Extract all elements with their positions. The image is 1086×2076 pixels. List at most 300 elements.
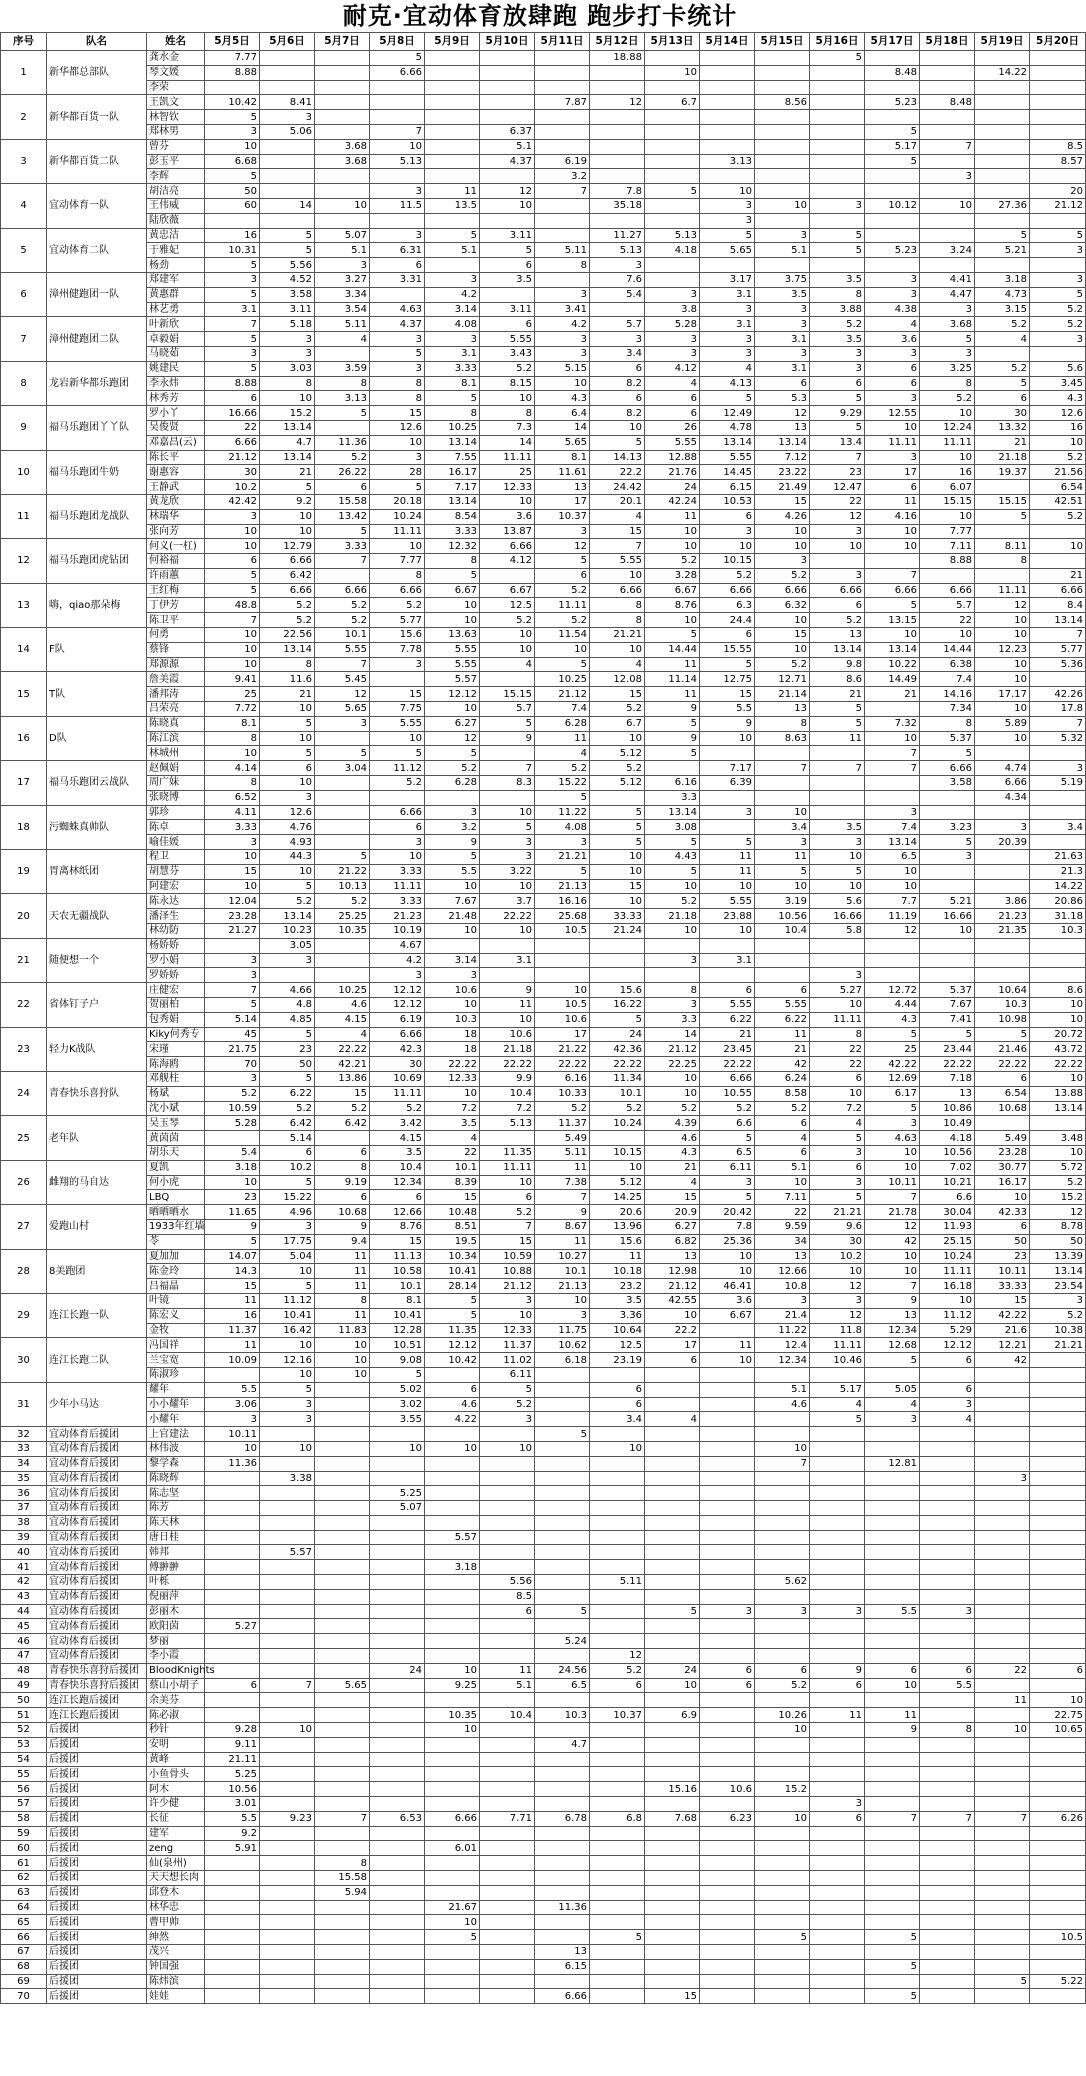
distance-cell [590,1604,645,1619]
distance-cell: 15.15 [480,687,535,702]
distance-cell: 33.33 [590,909,645,924]
distance-cell: 5.2 [590,1663,645,1678]
team-name: 后援团 [47,1989,147,2004]
distance-cell: 10.15 [700,554,755,569]
team-name: 后援团 [47,1974,147,1989]
distance-cell: 3.1 [700,953,755,968]
table-row [1,1027,1086,1042]
distance-cell [425,1619,480,1634]
distance-cell [865,1900,920,1915]
distance-cell: 3 [370,450,425,465]
distance-cell: 9.29 [810,406,865,421]
column-header: 5月6日 [260,33,315,51]
distance-cell: 5.65 [700,243,755,258]
distance-cell [480,790,535,805]
distance-cell: 5.25 [370,1486,425,1501]
member-name: 陈芳 [147,1501,205,1516]
distance-cell: 6.67 [480,583,535,598]
distance-cell: 7.02 [920,1160,975,1175]
distance-cell: 5 [700,228,755,243]
distance-cell: 23 [975,1249,1030,1264]
distance-cell: 4.63 [370,302,425,317]
distance-cell: 7 [205,613,260,628]
team-number: 26 [1,1160,47,1204]
distance-cell: 10.35 [425,1708,480,1723]
distance-cell: 10 [865,420,920,435]
team-name: 后援团 [47,1752,147,1767]
distance-cell: 31.18 [1030,909,1086,924]
distance-cell [480,672,535,687]
member-name: 王静武 [147,480,205,495]
distance-cell: 50 [205,184,260,199]
distance-cell [590,1900,645,1915]
distance-cell: 12.49 [700,406,755,421]
table-row [1,1974,1086,1989]
distance-cell: 4.12 [480,554,535,569]
distance-cell: 7.32 [865,716,920,731]
distance-cell [1030,805,1086,820]
distance-cell [1030,1945,1086,1960]
distance-cell: 10 [205,539,260,554]
distance-cell: 7 [975,1811,1030,1826]
distance-cell: 8 [480,406,535,421]
distance-cell: 3 [480,1412,535,1427]
distance-cell [205,1634,260,1649]
team-name: F队 [47,628,147,672]
distance-cell: 7.38 [535,1175,590,1190]
distance-cell [590,1560,645,1575]
distance-cell [700,1515,755,1530]
distance-cell: 10.41 [370,1308,425,1323]
distance-cell: 4.74 [975,761,1030,776]
distance-cell [205,1589,260,1604]
distance-cell: 3 [1030,761,1086,776]
table-row [1,1708,1086,1723]
distance-cell: 5.2 [535,761,590,776]
distance-cell [975,1856,1030,1871]
distance-cell: 5.57 [260,1545,315,1560]
distance-cell: 11 [645,509,700,524]
distance-cell: 21.22 [535,1042,590,1057]
distance-cell: 15.16 [645,1782,700,1797]
distance-cell: 3 [535,1308,590,1323]
distance-cell: 3.24 [920,243,975,258]
distance-cell: 12.33 [480,1323,535,1338]
team-name: 后援团 [47,1871,147,1886]
distance-cell [975,80,1030,95]
distance-cell: 5 [425,1308,480,1323]
distance-cell: 8.6 [810,672,865,687]
distance-cell [810,1737,865,1752]
team-number: 58 [1,1811,47,1826]
distance-cell: 5 [975,509,1030,524]
distance-cell [865,1974,920,1989]
distance-cell [755,184,810,199]
distance-cell [755,213,810,228]
distance-cell [645,1560,700,1575]
distance-cell [480,1456,535,1471]
distance-cell: 3.4 [1030,820,1086,835]
distance-cell: 13 [535,480,590,495]
table-row [1,568,1086,583]
distance-cell: 6.66 [260,583,315,598]
distance-cell [645,1752,700,1767]
distance-cell: 11.37 [205,1323,260,1338]
distance-cell: 6.52 [205,790,260,805]
distance-cell: 3.6 [480,509,535,524]
distance-cell: 5 [590,1012,645,1027]
distance-cell: 3 [260,1219,315,1234]
distance-cell: 6.5 [535,1678,590,1693]
distance-cell [260,1930,315,1945]
distance-cell: 8 [810,1027,865,1042]
distance-cell [370,790,425,805]
distance-cell: 10.46 [810,1353,865,1368]
distance-cell [480,1974,535,1989]
distance-cell: 8.88 [205,65,260,80]
distance-cell [480,1501,535,1516]
distance-cell: 3.68 [315,154,370,169]
distance-cell: 9 [700,716,755,731]
distance-cell: 5.94 [315,1885,370,1900]
distance-cell: 12 [590,95,645,110]
distance-cell: 23.45 [700,1042,755,1057]
distance-cell [645,1486,700,1501]
distance-cell [975,110,1030,125]
distance-cell: 5.12 [590,776,645,791]
distance-cell [700,1693,755,1708]
column-header: 5月12日 [590,33,645,51]
table-row [1,1634,1086,1649]
distance-cell [920,1649,975,1664]
distance-cell [370,672,425,687]
distance-cell [920,1560,975,1575]
distance-cell: 10 [535,983,590,998]
distance-cell: 7 [480,761,535,776]
distance-cell: 8.48 [865,65,920,80]
distance-cell: 15.2 [755,1782,810,1797]
distance-cell: 5.55 [700,894,755,909]
distance-cell: 10.5 [535,998,590,1013]
distance-cell [535,1782,590,1797]
distance-cell: 12.32 [425,539,480,554]
member-name: 吕福晶 [147,1279,205,1294]
distance-cell: 10.25 [425,420,480,435]
distance-cell [975,1560,1030,1575]
distance-cell [370,1560,425,1575]
distance-cell: 6 [315,480,370,495]
distance-cell [260,1885,315,1900]
distance-cell: 10 [590,894,645,909]
distance-cell: 10 [865,628,920,643]
distance-cell [1030,1501,1086,1516]
distance-cell [700,80,755,95]
distance-cell: 5 [260,228,315,243]
distance-cell [645,1634,700,1649]
distance-cell: 5 [865,1027,920,1042]
distance-cell: 13.14 [1030,1264,1086,1279]
table-row [1,1353,1086,1368]
distance-cell: 6 [975,391,1030,406]
distance-cell: 9 [810,1663,865,1678]
distance-cell [425,1367,480,1382]
distance-cell: 10.1 [590,1086,645,1101]
distance-cell: 3 [1030,243,1086,258]
distance-cell: 3.11 [260,302,315,317]
distance-cell [645,1367,700,1382]
distance-cell [590,1871,645,1886]
distance-cell: 12.68 [865,1338,920,1353]
distance-cell [370,1634,425,1649]
member-name: 卓毅娟 [147,332,205,347]
distance-cell: 10 [645,1071,700,1086]
distance-cell: 70 [205,1057,260,1072]
distance-cell: 5 [535,657,590,672]
member-name: 郑源源 [147,657,205,672]
distance-cell: 13 [865,1308,920,1323]
team-name: 连江长跑后援团 [47,1708,147,1723]
distance-cell [700,1959,755,1974]
distance-cell [260,1974,315,1989]
distance-cell [755,65,810,80]
distance-cell: 5.1 [755,1382,810,1397]
team-number: 14 [1,628,47,672]
distance-cell: 20.18 [370,494,425,509]
team-name: 爱跑山村 [47,1205,147,1249]
distance-cell: 13 [755,420,810,435]
distance-cell [700,746,755,761]
distance-cell: 12.12 [425,687,480,702]
distance-cell [700,1797,755,1812]
distance-cell: 10 [260,702,315,717]
distance-cell: 15.22 [535,776,590,791]
distance-cell: 4.18 [645,243,700,258]
distance-cell [590,1752,645,1767]
distance-cell [865,1634,920,1649]
member-name: 耀年 [147,1382,205,1397]
distance-cell: 21.24 [590,924,645,939]
distance-cell [480,1649,535,1664]
distance-cell: 5 [205,361,260,376]
distance-cell: 11.22 [755,1323,810,1338]
distance-cell: 10 [755,805,810,820]
distance-cell: 3 [425,332,480,347]
distance-cell: 21.4 [755,1308,810,1323]
distance-cell: 23.2 [590,1279,645,1294]
distance-cell: 11.35 [480,1145,535,1160]
distance-cell [1030,213,1086,228]
distance-cell: 5.2 [645,894,700,909]
distance-cell [1030,938,1086,953]
distance-cell [535,198,590,213]
distance-cell [865,1515,920,1530]
distance-cell [260,1560,315,1575]
member-name: 黎学森 [147,1456,205,1471]
distance-cell [865,1501,920,1516]
distance-cell: 4.3 [865,1012,920,1027]
distance-cell: 25.36 [700,1234,755,1249]
distance-cell [260,1945,315,1960]
distance-cell [920,864,975,879]
distance-cell [535,953,590,968]
distance-cell: 6 [755,1663,810,1678]
distance-cell: 5.55 [645,435,700,450]
member-name: zeng [147,1841,205,1856]
distance-cell: 8.1 [535,450,590,465]
distance-cell: 10.15 [590,1145,645,1160]
distance-cell: 10 [260,864,315,879]
distance-cell [425,938,480,953]
distance-cell: 5.02 [370,1382,425,1397]
distance-cell [480,938,535,953]
distance-cell: 5 [370,1367,425,1382]
distance-cell [645,1619,700,1634]
distance-cell: 10.26 [755,1708,810,1723]
distance-cell: 10 [205,642,260,657]
distance-cell: 6 [700,509,755,524]
distance-cell [1030,790,1086,805]
distance-cell: 10 [865,1264,920,1279]
distance-cell [425,1575,480,1590]
distance-cell: 26 [645,420,700,435]
distance-cell: 10 [370,539,425,554]
distance-cell: 3.5 [810,272,865,287]
distance-cell: 10 [755,539,810,554]
distance-cell [810,746,865,761]
distance-cell: 6.17 [865,1086,920,1101]
member-name: 蔡锋 [147,642,205,657]
distance-cell: 10.24 [920,1249,975,1264]
member-name: 陈卫平 [147,613,205,628]
distance-cell: 10 [645,613,700,628]
distance-cell: 10 [205,746,260,761]
distance-cell: 6.42 [260,1116,315,1131]
distance-cell: 6.39 [700,776,755,791]
distance-cell: 6.66 [370,65,425,80]
distance-cell [865,776,920,791]
table-row [1,480,1086,495]
distance-cell: 8 [260,657,315,672]
team-name: 嗨，qiao那朵梅 [47,583,147,627]
distance-cell: 5 [260,1027,315,1042]
distance-cell: 6 [645,1353,700,1368]
distance-cell: 9.11 [205,1737,260,1752]
distance-cell [480,1826,535,1841]
distance-cell: 3 [260,790,315,805]
distance-cell: 9 [315,1219,370,1234]
distance-cell: 11.13 [370,1249,425,1264]
distance-cell: 6.31 [370,243,425,258]
distance-cell: 5 [590,835,645,850]
distance-cell [920,1841,975,1856]
member-name: 余美芬 [147,1693,205,1708]
team-number: 50 [1,1693,47,1708]
distance-cell [315,953,370,968]
distance-cell [755,1589,810,1604]
distance-cell: 10 [370,850,425,865]
distance-cell: 10 [425,1086,480,1101]
team-name: 宜动体育后援团 [47,1604,147,1619]
table-row [1,1619,1086,1634]
distance-cell [590,1693,645,1708]
distance-cell: 5 [865,1353,920,1368]
distance-cell: 4 [810,1397,865,1412]
distance-cell: 11.65 [205,1205,260,1220]
distance-cell: 6 [1030,1663,1086,1678]
distance-cell: 10 [370,435,425,450]
distance-cell [975,1397,1030,1412]
distance-cell: 5 [810,1412,865,1427]
distance-cell: 6.66 [810,583,865,598]
member-name: 邓舰柱 [147,1071,205,1086]
distance-cell [315,51,370,66]
distance-cell: 16.17 [425,465,480,480]
table-row [1,1649,1086,1664]
distance-cell: 8 [205,731,260,746]
distance-cell [975,1900,1030,1915]
column-header: 5月20日 [1030,33,1086,51]
distance-cell [260,1634,315,1649]
distance-cell [700,1945,755,1960]
distance-cell: 6.66 [480,539,535,554]
distance-cell: 5.32 [1030,731,1086,746]
table-row [1,1945,1086,1960]
distance-cell [480,1693,535,1708]
distance-cell: 10 [920,1293,975,1308]
distance-cell [975,953,1030,968]
distance-cell [810,1767,865,1782]
distance-cell [700,1382,755,1397]
member-name: 彭玉平 [147,154,205,169]
distance-cell [755,1530,810,1545]
distance-cell: 5 [645,1604,700,1619]
distance-cell [645,124,700,139]
team-name: 宜动体育二队 [47,228,147,272]
distance-cell [975,1915,1030,1930]
distance-cell [535,1560,590,1575]
distance-cell: 6.22 [260,1086,315,1101]
distance-cell: 12.71 [755,672,810,687]
distance-cell [590,169,645,184]
member-name: 阿建宏 [147,879,205,894]
distance-cell: 5.17 [810,1382,865,1397]
distance-cell [645,1797,700,1812]
distance-cell [425,1871,480,1886]
distance-cell: 5.49 [975,1131,1030,1146]
distance-cell [975,1604,1030,1619]
distance-cell: 15 [205,1279,260,1294]
distance-cell: 6.28 [535,716,590,731]
distance-cell: 5.56 [480,1575,535,1590]
distance-cell: 10 [260,1367,315,1382]
team-name: 宜动体育后援团 [47,1545,147,1560]
distance-cell: 11.19 [865,909,920,924]
distance-cell [480,1841,535,1856]
distance-cell: 14.3 [205,1264,260,1279]
distance-cell: 10 [480,391,535,406]
distance-cell: 16 [205,1308,260,1323]
distance-cell: 3.1 [205,302,260,317]
distance-cell: 10 [480,1441,535,1456]
distance-cell: 20.86 [1030,894,1086,909]
team-number: 56 [1,1782,47,1797]
distance-cell: 6 [480,317,535,332]
distance-cell [315,835,370,850]
distance-cell [205,1575,260,1590]
team-number: 17 [1,761,47,805]
team-number: 9 [1,406,47,450]
distance-cell [425,80,480,95]
